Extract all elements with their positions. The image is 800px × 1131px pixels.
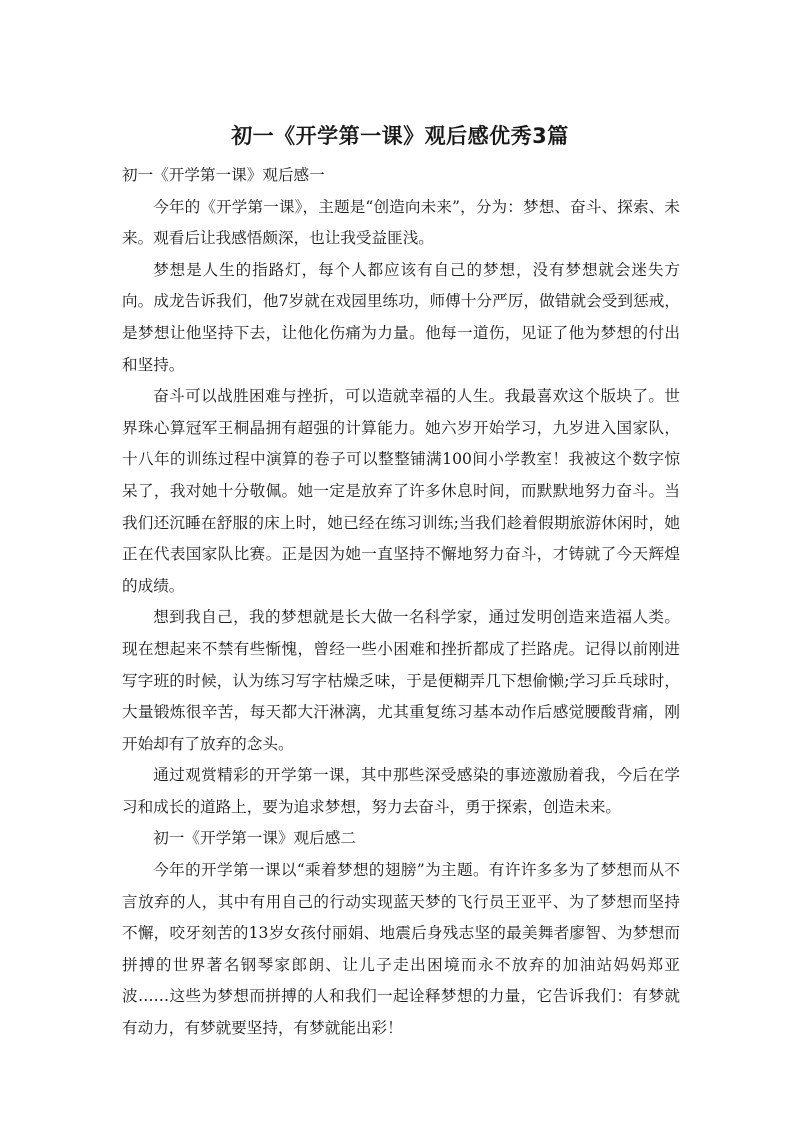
paragraph: 今年的《开学第一课》，主题是“创造向未来”，分为：梦想、奋斗、探索、未来。观看后让我感悟颇深，也让我受益匪浅。: [122, 197, 680, 248]
paragraph: 今年的开学第一课以“乘着梦想的翅膀”为主题。有许许多多为了梦想而从不言放弃的人，其中有用自己的行动实现蓝天梦的飞行员王亚平、为了梦想而坚持不懈，咬牙刻苦的13岁女孩付丽娟、地震后身残志坚的最美舞者廖智、为梦想而拼搏的世界著名钢琴家郎朗、让儿子走出困境而永不放弃的加油站妈妈郑亚波……这些为梦想而拼搏的人和我们一起诠释梦想的力量，它告诉我们：有梦就有动力，有梦就要坚持，有梦就能出彩！: [122, 861, 680, 1038]
paragraph: 梦想是人生的指路灯，每个人都应该有自己的梦想，没有梦想就会迷失方向。成龙告诉我们，他7岁就在戏园里练功，师傅十分严厉，做错就会受到惩戒，是梦想让他坚持下去，让他化伤痛为力量。他每一道伤，见证了他为梦想的付出和坚持。: [122, 260, 680, 374]
paragraph: 奋斗可以战胜困难与挫折，可以造就幸福的人生。我最喜欢这个版块了。世界珠心算冠军王桐晶拥有超强的计算能力。她六岁开始学习，九岁进入国家队，十八年的训练过程中演算的卷子可以整整铺满100间小学教室！我被这个数字惊呆了，我对她十分敬佩。她一定是放弃了许多休息时间，而默默地努力奋斗。当我们还沉睡在舒服的床上时，她已经在练习训练;当我们趁着假期旅游休闲时，她正在代表国家队比赛。正是因为她一直坚持不懈地努力奋斗，才铸就了今天辉煌的成绩。: [122, 387, 680, 595]
document-title: 初一《开学第一课》观后感优秀3篇: [231, 124, 569, 148]
section-heading-1: 初一《开学第一课》观后感一: [122, 166, 325, 184]
section-heading-2: 初一《开学第一课》观后感二: [153, 829, 356, 848]
paragraph: 通过观赏精彩的开学第一课，其中那些深受感染的事迹激励着我，今后在学习和成长的道路上，要为追求梦想，努力去奋斗，勇于探索，创造未来。: [122, 766, 680, 816]
document-body: [122, 160, 680, 1045]
paragraph: 想到我自己，我的梦想就是长大做一名科学家，通过发明创造来造福人类。现在想起来不禁有些惭愧，曾经一些小困难和挫折都成了拦路虎。记得以前刚进写字班的时候，认为练习写字枯燥乏味，于是便糊弄几下想偷懒;学习乒乓球时，大量锻炼很辛苦，每天都大汗淋漓，尤其重复练习基本动作后感觉腰酸背痛，刚开始却有了放弃的念头。: [122, 608, 680, 753]
